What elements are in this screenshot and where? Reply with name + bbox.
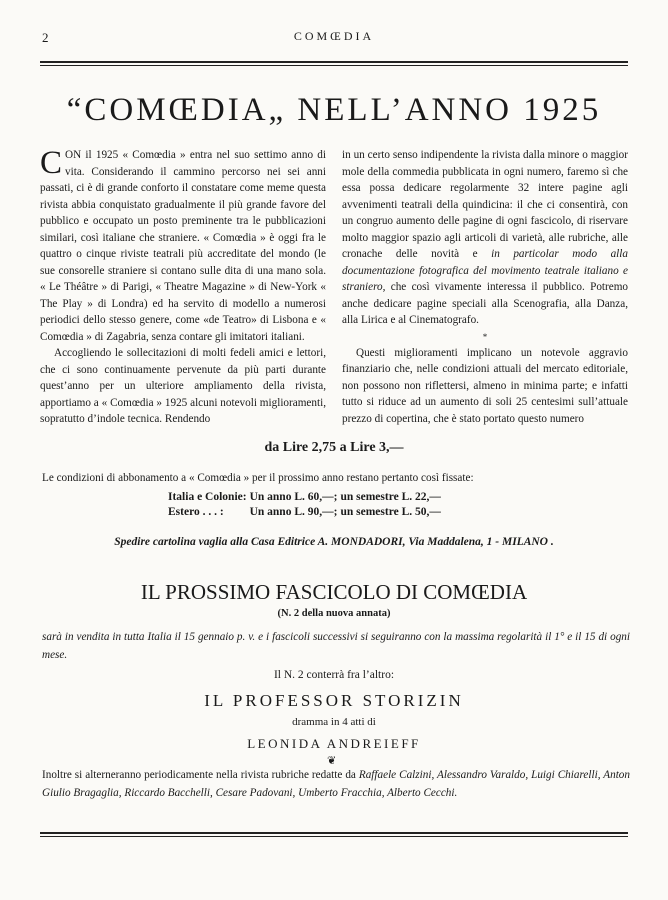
article-title: “COMŒDIA„ NELL’ANNO 1925 bbox=[66, 92, 602, 128]
semester-price: un semestre L. 50,— bbox=[340, 506, 441, 518]
paragraph-requests: Accogliendo le sollecitazioni di molti fedeli amici e lettori, che ci sono continuamente pervenute da più parti durante quest’anno per un ulteriore ampliamento della rivista, apportiamo a « Comœdia » 1925 alcuni notevoli miglioramenti, sopratutto d’indole tecnica. Rendendo bbox=[40, 347, 326, 425]
price-line: da Lire 2,75 a Lire 3,— bbox=[264, 440, 404, 455]
ornament-icon: ❦ bbox=[327, 755, 337, 767]
subscription-table bbox=[168, 490, 444, 520]
subscription-intro: Le condizioni di abbonamento a « Comœdia » per il prossimo anno restano pertanto così fissate: bbox=[42, 472, 474, 484]
left-column bbox=[40, 147, 326, 428]
next-issue-subtitle: (N. 2 della nuova annata) bbox=[277, 608, 391, 619]
drop-cap: C bbox=[40, 145, 63, 181]
contributors-intro: Inoltre si alterneranno periodicamente nella rivista rubriche redatte da bbox=[42, 769, 356, 781]
annual-price: Un anno L. 90,—; bbox=[249, 506, 338, 518]
paragraph-intro-text: ON il 1925 « Comœdia » entra nel suo settimo anno di vita. Considerando il cammino percorso nei sei anni passati, ci è di grande conforto il constatare come meme questa rivista abbia conquistato gradualmente il più grande favore del pubblico e occupato un posto preminente tra le pubblicazioni similari, così italiane che straniere. « Comœdia » è oggi fra le quattro o cinque riviste teatrali più accreditate del mondo (le sue consorelle straniere si contano sulle dita di una mano sola. « Le Théâtre » di Parigi, « Theatre Magazine » di New-York « The Play » di Londra) ed ha servito di modello a numerosi periodici dello stesso genere, come «de Teatro» di Lisbona e « Comœdia » di Zagabria, senza contare gli imitatori italiani. bbox=[40, 149, 326, 343]
improvements-italic: in particolar modo alla documentazione fotografica del movimento teatrale italiano e straniero, bbox=[342, 248, 628, 293]
paragraph-improvements bbox=[342, 147, 628, 329]
next-issue-title: IL PROSSIMO FASCICOLO DI COMŒDIA bbox=[140, 580, 528, 604]
improvements-text-a: in un certo senso indipendente la rivista dalla minore o maggior mole della commedia pubblicata in ogni numero, faremo sì che essa possa dedicare regolarmente 32 intere pagine agli avvenimenti teatrali della quindicina: il che ci consentirà, con un congruo aumento delle pagine di ogni fascicolo, di riservare molto maggior spazio agli articoli di varietà, alle rubriche, alle cronache delle novità e bbox=[342, 149, 628, 260]
sale-notice: sarà in vendita in tutta Italia il 15 gennaio p. v. e i fascicoli successivi si seguiranno con la massima regolarità il 1° e il 15 di ogni mese. bbox=[42, 631, 630, 661]
table-row bbox=[168, 505, 444, 520]
improvements-text-b: che così vivamente interessa il pubblico. Potremo anche dedicare pagine speciali alla Scenografia, alla Danza, alla Lirica e al Cinematografo. bbox=[342, 281, 629, 326]
semester-price: un semestre L. 22,— bbox=[340, 491, 441, 503]
page-number: 2 bbox=[42, 30, 49, 45]
play-subtitle: dramma in 4 atti di bbox=[292, 716, 376, 728]
region-label: Italia e Colonie: bbox=[168, 491, 247, 503]
bottom-rule bbox=[40, 832, 628, 837]
table-row bbox=[168, 490, 444, 505]
play-author: LEONIDA ANDREIEFF bbox=[247, 736, 421, 751]
contributors-names: Raffaele Calzini, Alessandro Varaldo, Luigi Chiarelli, Anton Giulio Bragaglia, Riccardo Bacchelli, Cesare Padovani, Umberto Fracchia, Alberto Cecchi. bbox=[42, 769, 630, 799]
right-column bbox=[342, 147, 628, 427]
section-asterisk: * bbox=[482, 331, 488, 342]
top-rule bbox=[40, 61, 628, 66]
paragraph-intro bbox=[40, 147, 326, 345]
region-label: Estero . . . : bbox=[168, 506, 224, 518]
play-title: IL PROFESSOR STORIZIN bbox=[204, 691, 464, 710]
issue-contents-intro: Il N. 2 conterrà fra l’altro: bbox=[273, 669, 395, 681]
annual-price: Un anno L. 60,—; bbox=[249, 491, 338, 503]
send-note: Spedire cartolina vaglia alla Casa Editrice A. MONDADORI, Via Maddalena, 1 - MILANO . bbox=[114, 536, 554, 548]
contributors-paragraph bbox=[42, 766, 630, 802]
paragraph-costs: Questi miglioramenti implicano un notevole aggravio finanziario che, nelle condizioni attuali del mercato editoriale, non possono non riflettersi, almeno in minima parte; e infatti tutto si riduce ad un aumento di soli 25 centesimi sull’attuale prezzo di copertina, che è stato portato questo numero bbox=[342, 346, 628, 425]
running-title: COMŒDIA bbox=[293, 29, 375, 43]
